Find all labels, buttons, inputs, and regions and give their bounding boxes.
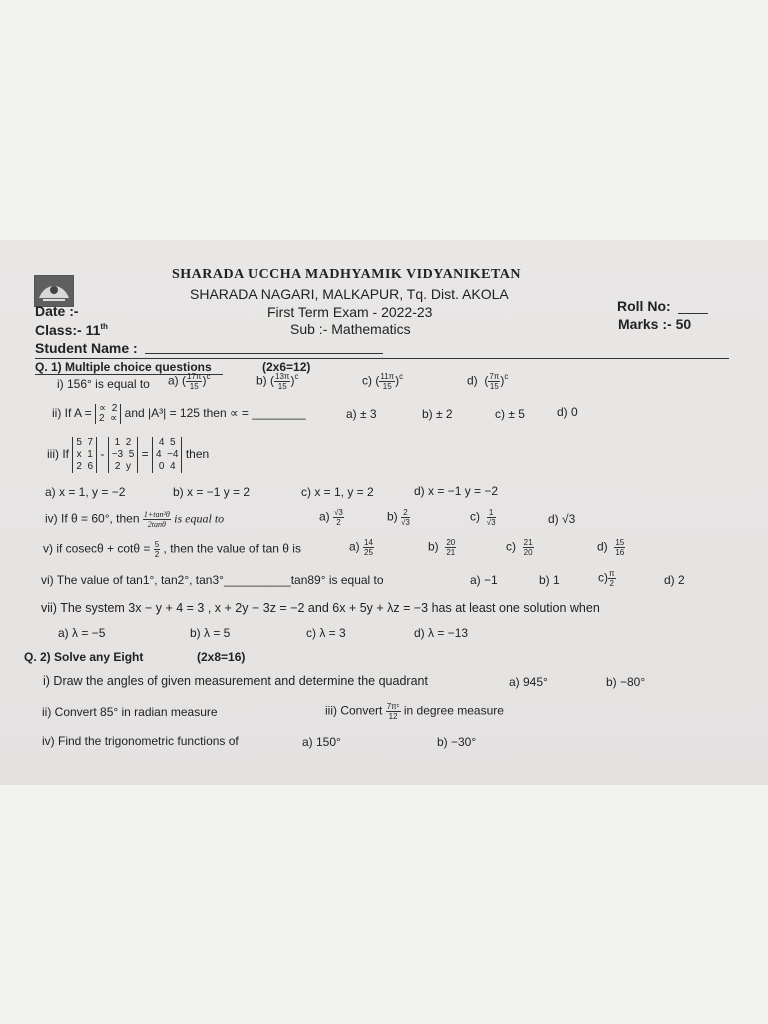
subject: Sub :- Mathematics (290, 321, 411, 337)
q1-iii-option-c: c) x = 1, y = 2 (301, 485, 374, 499)
q1-i-option-c: c) ( $\frac{11\pi}{15}$ )$^c$ (362, 372, 404, 391)
q2-iv-option-b: b) −30° (437, 735, 477, 749)
q1-v-option-c: c) $\frac{21}{20}$ (506, 538, 533, 557)
q1-vi-option-a: a) −1 (470, 573, 498, 587)
q1-vii-option-c: c) λ = 3 (306, 626, 346, 640)
q1-iii-option-a: a) x = 1, y = −2 (45, 485, 126, 499)
q1-iv-option-b: b) $\frac{2}{√3}$ (387, 508, 410, 527)
class-label: Class:- 11th (35, 322, 108, 338)
q1-i-option-b: b) ( $\frac{13\pi}{15}$ )$^c$ (256, 372, 299, 391)
student-name-line (145, 353, 383, 354)
q1-v-option-b: b) $\frac{20}{21}$ (428, 538, 456, 557)
q2-i-option-a: a) 945° (509, 675, 548, 689)
school-address: SHARADA NAGARI, MALKAPUR, Tq. Dist. AKOLA (190, 286, 509, 302)
student-name-label: Student Name : (35, 340, 138, 356)
q1-ii-option-a: a) ± 3 (346, 407, 377, 421)
q1-ii-text: ii) If A = ∝ 2 2 ∝ and |A³| = 125 then ∝ = ________ (52, 403, 306, 424)
q1-title: Q. 1) Multiple choice questions (35, 360, 212, 374)
q1-iv-option-a: a) $\frac{√3}{2}$ (319, 508, 343, 527)
q1-marks: (2x6=12) (262, 360, 311, 374)
q2-iv-text: iv) Find the trigonometric functions of (42, 734, 239, 748)
q1-iii-option-d: d) x = −1 y = −2 (414, 484, 499, 498)
q1-vii-option-d: d) λ = −13 (414, 626, 469, 640)
roll-no-line (678, 313, 708, 314)
q1-vii-option-a: a) λ = −5 (58, 626, 106, 640)
q1-ii-option-d: d) 0 (557, 405, 578, 419)
q1-v-text: v) if cosecθ + cotθ = $\frac{5}{2}$ , then the value of tan θ is (43, 540, 301, 559)
header-rule (35, 358, 729, 359)
q1-iv-option-c: c) $\frac{1}{√3}$ (470, 508, 496, 527)
q2-iii-text: iii) Convert $\frac{\text{7πᶜ}}{12}$ in degree measure (325, 702, 504, 721)
q1-iii-matrix-3: 4 5 4 −4 0 4 (152, 437, 183, 473)
q2-iv-option-a: a) 150° (302, 735, 341, 749)
q1-iii-option-b: b) x = −1 y = 2 (173, 485, 251, 499)
q1-ii-matrix: ∝ 2 2 ∝ (95, 404, 121, 424)
q1-v-option-d: d) $\frac{15}{16}$ (597, 538, 625, 557)
date-label: Date :- (35, 303, 79, 319)
q1-iii-matrix-1: 5 7 x 1 2 6 (72, 437, 97, 473)
q1-ii-option-b: b) ± 2 (422, 407, 453, 421)
q1-vi-option-d: d) 2 (664, 573, 685, 587)
exam-paper (0, 240, 768, 785)
q2-marks: (2x8=16) (197, 650, 246, 664)
q2-i-option-b: b) −80° (606, 675, 646, 689)
q1-i-option-a: a) ( $\frac{17\pi}{15}$ )$^c$ (168, 372, 211, 391)
q1-iv-option-d: d) √3 (548, 512, 576, 526)
q1-vi-option-b: b) 1 (539, 573, 560, 587)
q1-i-option-d: d) ( $\frac{7\pi}{15}$ )$^c$ (467, 372, 509, 391)
q1-iii-matrix-2: 1 2 −3 5 2 y (108, 437, 139, 473)
q1-iv-text: iv) If θ = 60°, then $\frac{\text{1+tan²θ}}{2\tan\theta}$ is equal to (45, 510, 225, 529)
q1-i-text: i) 156° is equal to (57, 377, 150, 391)
q2-title: Q. 2) Solve any Eight (24, 650, 144, 664)
school-name: SHARADA UCCHA MADHYAMIK VIDYANIKETAN (172, 267, 521, 282)
roll-no-label: Roll No: (617, 298, 671, 314)
q2-i-text: i) Draw the angles of given measurement and determine the quadrant (43, 674, 428, 688)
q1-iii-equation: iii) If 5 7 x 1 2 6 - 1 2 −3 5 2 y = 4 5 4 −4 0 4 then (47, 437, 210, 472)
exam-title: First Term Exam - 2022-23 (267, 304, 433, 320)
q1-vii-option-b: b) λ = 5 (190, 626, 231, 640)
q1-vi-option-c: c) $\frac{\pi}{2}$ (598, 569, 615, 588)
q2-ii-text: ii) Convert 85° in radian measure (42, 705, 218, 719)
q1-vii-text: vii) The system 3x − y + 4 = 3 , x + 2y − 3z = −2 and 6x + 5y + λz = −3 has at least one solution when (41, 601, 600, 615)
q1-ii-option-c: c) ± 5 (495, 407, 525, 421)
marks-label: Marks :- 50 (618, 316, 692, 332)
q1-v-option-a: a) $\frac{14}{25}$ (349, 538, 373, 557)
q1-vi-text: vi) The value of tan1°, tan2°, tan3°__________tan89° is equal to (41, 573, 384, 587)
